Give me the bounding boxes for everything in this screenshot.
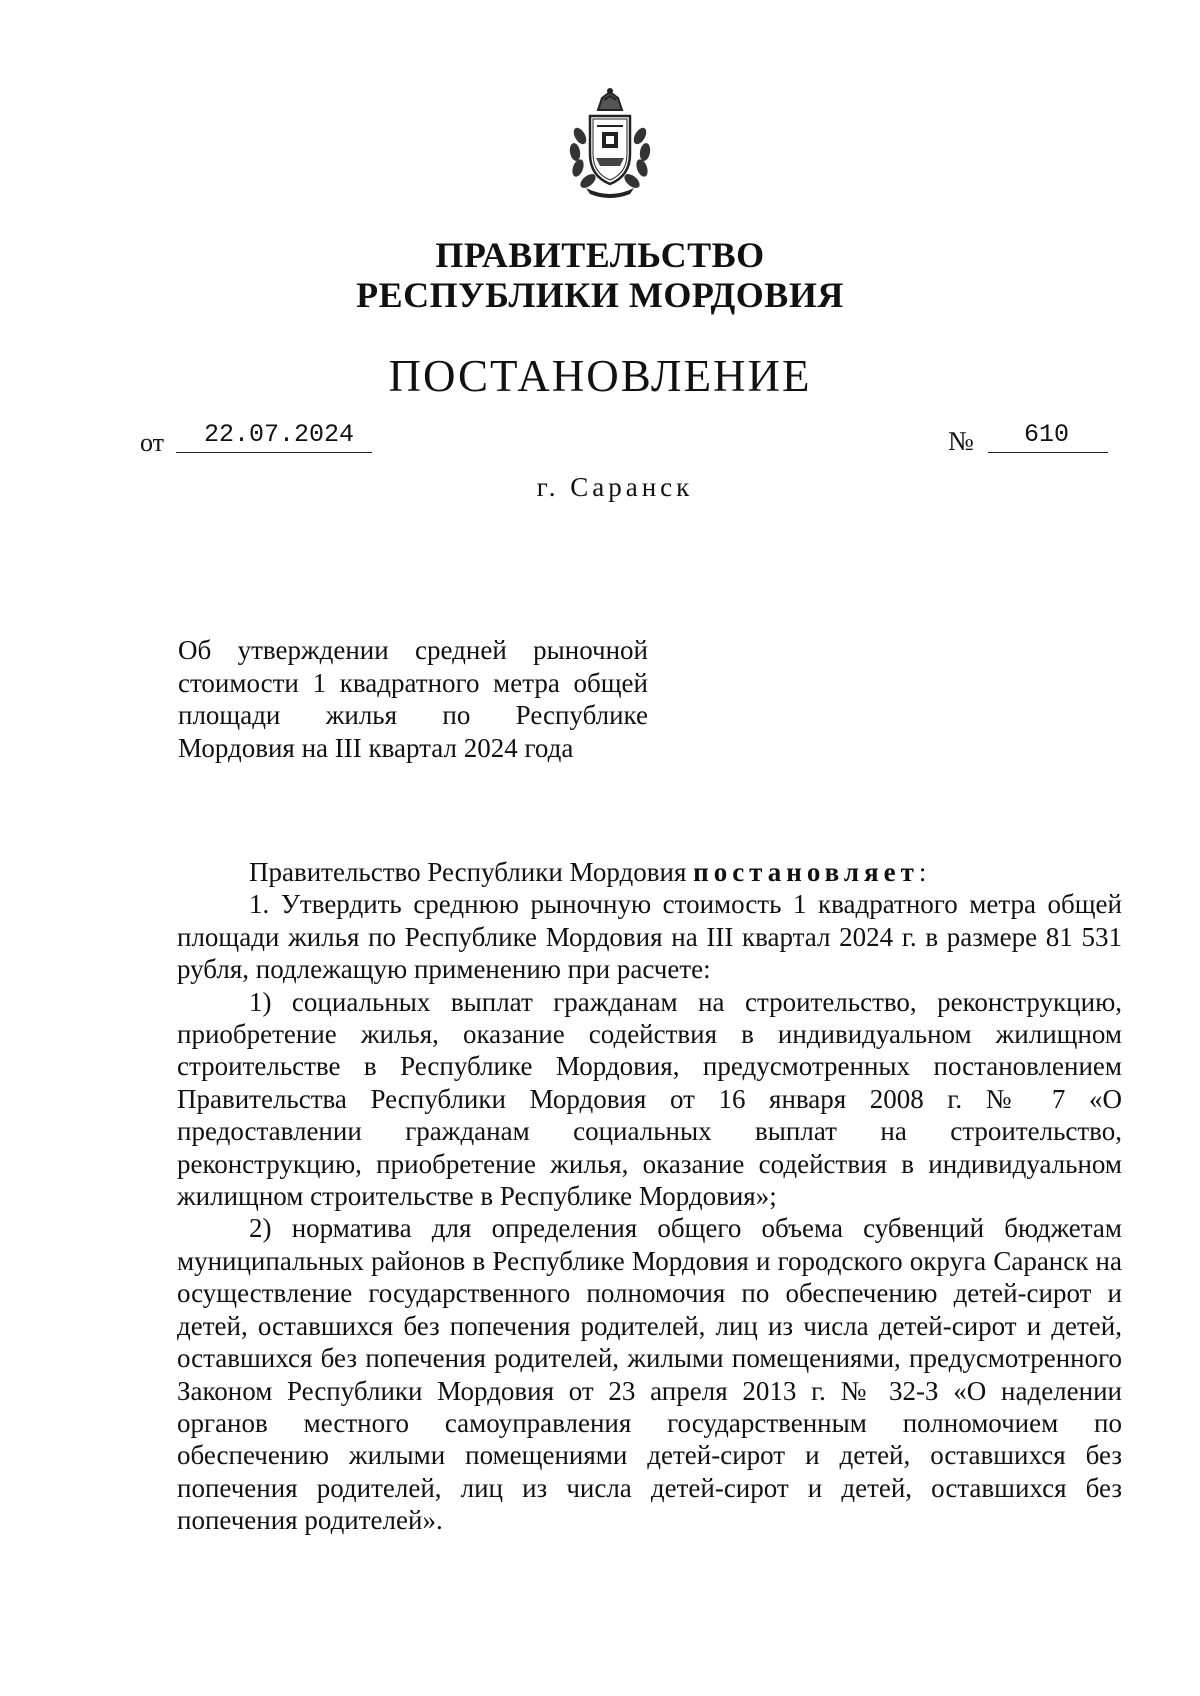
date-label: от [140,428,165,457]
document-number: 610 [988,418,1108,453]
intro-text: Правительство Республики Мордовия [249,857,694,887]
document-body [177,856,1122,1537]
body-paragraph-1: 1. Утвердить среднюю рыночную стоимость 1 квадратного метра общей площади жилья по Республике Мордовия на III квартал 2024 г. в размере 81 531 рубля, подлежащую применению при расчете: [177,889,1122,985]
document-date: 22.07.2024 [176,418,372,453]
intro-emphasis: постановляет [693,857,919,887]
body-paragraph-2: 1) социальных выплат гражданам на строительство, реконструкцию, приобретение жилья, оказание содействия в индивидуальном жилищном строительстве в Республике Мордовия, предусмотренных постановлением Правительства Республики Мордовия от 16 января 2008 г. № 7 «О предоставлении гражданам социальных выплат на строительство, реконструкцию, приобретение жилья, оказание содействия в индивидуальном жилищном строительстве в Республике Мордовия»; [177,986,1122,1212]
subject-line: площади жилья по Республике [178,700,648,730]
body-intro [177,856,1122,888]
government-name-line1: ПРАВИТЕЛЬСТВО [435,235,765,275]
number-label: № [948,426,974,456]
government-name-line2: РЕСПУБЛИКИ МОРДОВИЯ [356,275,844,315]
subject-line: Мордовия на III квартал 2024 года [178,732,574,763]
body-paragraph-3: 2) норматива для определения общего объема субвенций бюджетам муниципальных районов в Республике Мордовия и городского округа Саранск на осуществление государственного полномочия по обеспечению детей-сирот и детей, оставшихся без попечения родителей, лиц из числа детей-сирот и детей, оставшихся без попечения родителей, жилыми помещениями, предусмотренного Законом Республики Мордовия от 23 апреля 2013 г. № 32-З «О наделении органов местного самоуправления государственным полномочием по обеспечению жилыми помещениями детей-сирот и детей, оставшихся без попечения родителей, лиц из числа детей-сирот и детей, оставшихся без попечения родителей». [177,1213,1122,1536]
subject-line: стоимости 1 квадратного метра общей [178,667,648,698]
coat-of-arms-mordovia-icon [564,88,656,198]
intro-suffix: : [918,857,927,887]
subject-line: Об утверждении средней рыночной [178,635,648,665]
document-subject [178,634,648,764]
city-line: г. Саранск [536,472,694,502]
document-type-title: ПОСТАНОВЛЕНИЕ [388,351,812,401]
